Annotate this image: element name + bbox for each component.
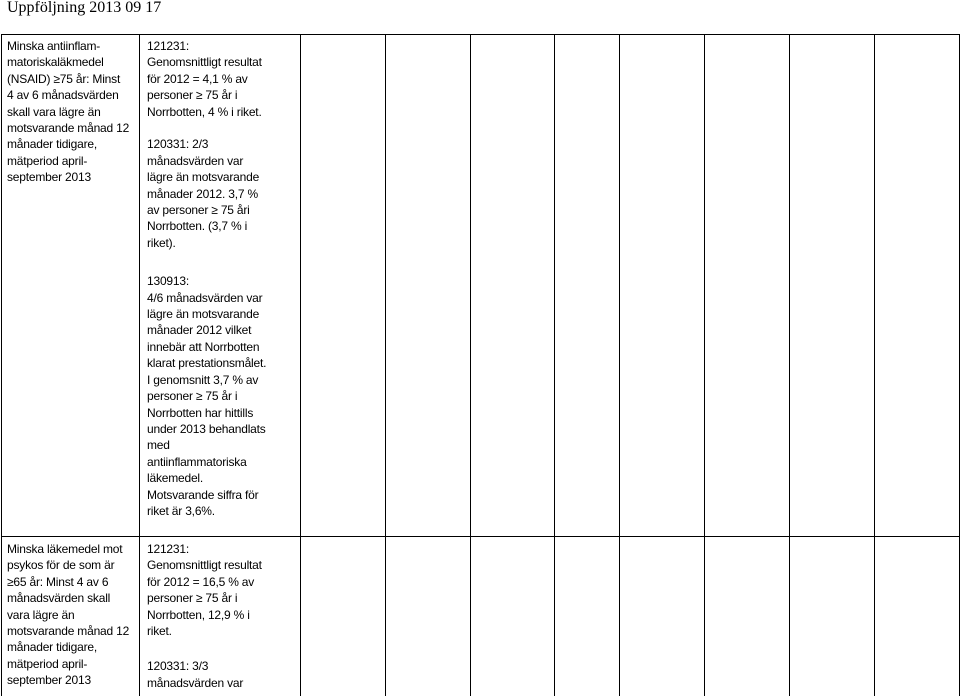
text-line: I genomsnitt 3,7 % av [147, 372, 259, 387]
text-line: Norrbotten. (3,7 % i [147, 219, 248, 234]
text-line: Motsvarande siffra för [147, 487, 259, 502]
text-line: riket. [147, 624, 172, 639]
text-line: lägre än motsvarande [147, 170, 260, 185]
column-divider [704, 34, 705, 696]
paragraph-gap [147, 251, 266, 273]
text-line: med [147, 438, 170, 453]
column-divider [139, 34, 140, 696]
result-paragraph-120331 [147, 136, 266, 251]
text-line: (NSAID) ≥75 år: Minst [7, 71, 121, 86]
text-line: riket). [147, 235, 176, 250]
text-line: motsvarande månad 12 [7, 624, 130, 639]
row-2-goal-cell [7, 541, 129, 689]
text-line: Norrbotten, 4 % i riket. [147, 104, 262, 119]
text-line: månadsvärden var [147, 153, 244, 168]
text-line: innebär att Norrbotten [147, 339, 260, 354]
paragraph-gap [147, 120, 266, 136]
column-divider [300, 34, 301, 696]
text-line: riket är 3,6%. [147, 503, 215, 518]
text-line: motsvarande månad 12 [7, 121, 130, 136]
text-line: av personer ≥ 75 åri [147, 203, 250, 218]
text-line: september 2013 [7, 170, 91, 185]
text-line: 121231: [147, 39, 189, 53]
text-line: matoriskaläkmedel [7, 55, 104, 70]
text-line: 130913: [147, 274, 189, 289]
text-line: månadsvärden var [147, 675, 244, 690]
text-line: Norrbotten, 12,9 % i [147, 607, 250, 622]
column-divider [554, 34, 555, 696]
column-divider [470, 34, 471, 696]
text-line: månader tidigare, [7, 640, 97, 655]
column-divider [789, 34, 790, 696]
text-line: läkemedel. [147, 471, 204, 486]
text-line: månadsvärden skall [7, 591, 111, 606]
text-line: klarat prestationsmålet. [147, 356, 267, 371]
text-line: Minska antiinflam- [7, 39, 101, 53]
text-line: 120331: 3/3 [147, 659, 209, 674]
text-line: september 2013 [7, 673, 91, 688]
row-1-goal-cell [7, 38, 129, 186]
text-line: 4 av 6 månadsvärden [7, 88, 119, 103]
text-line: Genomsnittligt resultat [147, 55, 262, 70]
text-line: månader tidigare, [7, 137, 97, 152]
result-paragraph-121231 [147, 38, 266, 120]
text-line: 121231: [147, 542, 189, 556]
text-line: ≥65 år: Minst 4 av 6 [7, 574, 109, 589]
column-divider [619, 34, 620, 696]
column-divider [385, 34, 386, 696]
text-line: för 2012 = 16,5 % av [147, 574, 255, 589]
goal-text [7, 541, 129, 689]
text-line: mätperiod april- [7, 656, 88, 671]
text-line: antiinflammatoriska [147, 454, 247, 469]
text-line: 120331: 2/3 [147, 137, 209, 152]
paragraph-gap [147, 639, 262, 658]
text-line: under 2013 behandlats [147, 421, 266, 436]
text-line: Norrbotten har hittills [147, 405, 254, 420]
text-line: månader 2012 vilket [147, 323, 252, 338]
table-left-border [1, 34, 2, 696]
text-line: för 2012 = 4,1 % av [147, 71, 248, 86]
column-divider [874, 34, 875, 696]
result-paragraph-130913 [147, 273, 266, 519]
text-line: personer ≥ 75 år i [147, 389, 238, 404]
row-divider [1, 536, 960, 537]
result-paragraph-120331 [147, 658, 262, 691]
text-line: 4/6 månadsvärden var [147, 290, 263, 305]
text-line: Minska läkemedel mot [7, 542, 123, 556]
row-2-result-cell [147, 541, 262, 691]
goal-text [7, 38, 129, 186]
header-title: Uppföljning 2013 09 17 [7, 0, 162, 16]
row-1-result-cell [147, 38, 266, 519]
result-paragraph-121231 [147, 541, 262, 639]
text-line: psykos för de som är [7, 558, 115, 573]
text-line: personer ≥ 75 år i [147, 88, 238, 103]
text-line: mätperiod april- [7, 153, 88, 168]
text-line: Genomsnittligt resultat [147, 558, 262, 573]
text-line: skall vara lägre än [7, 104, 101, 119]
text-line: vara lägre än [7, 607, 75, 622]
text-line: månader 2012. 3,7 % [147, 186, 258, 201]
table-top-border [1, 34, 960, 35]
text-line: lägre än motsvarande [147, 307, 260, 322]
text-line: personer ≥ 75 år i [147, 591, 238, 606]
page-header [0, 0, 960, 22]
